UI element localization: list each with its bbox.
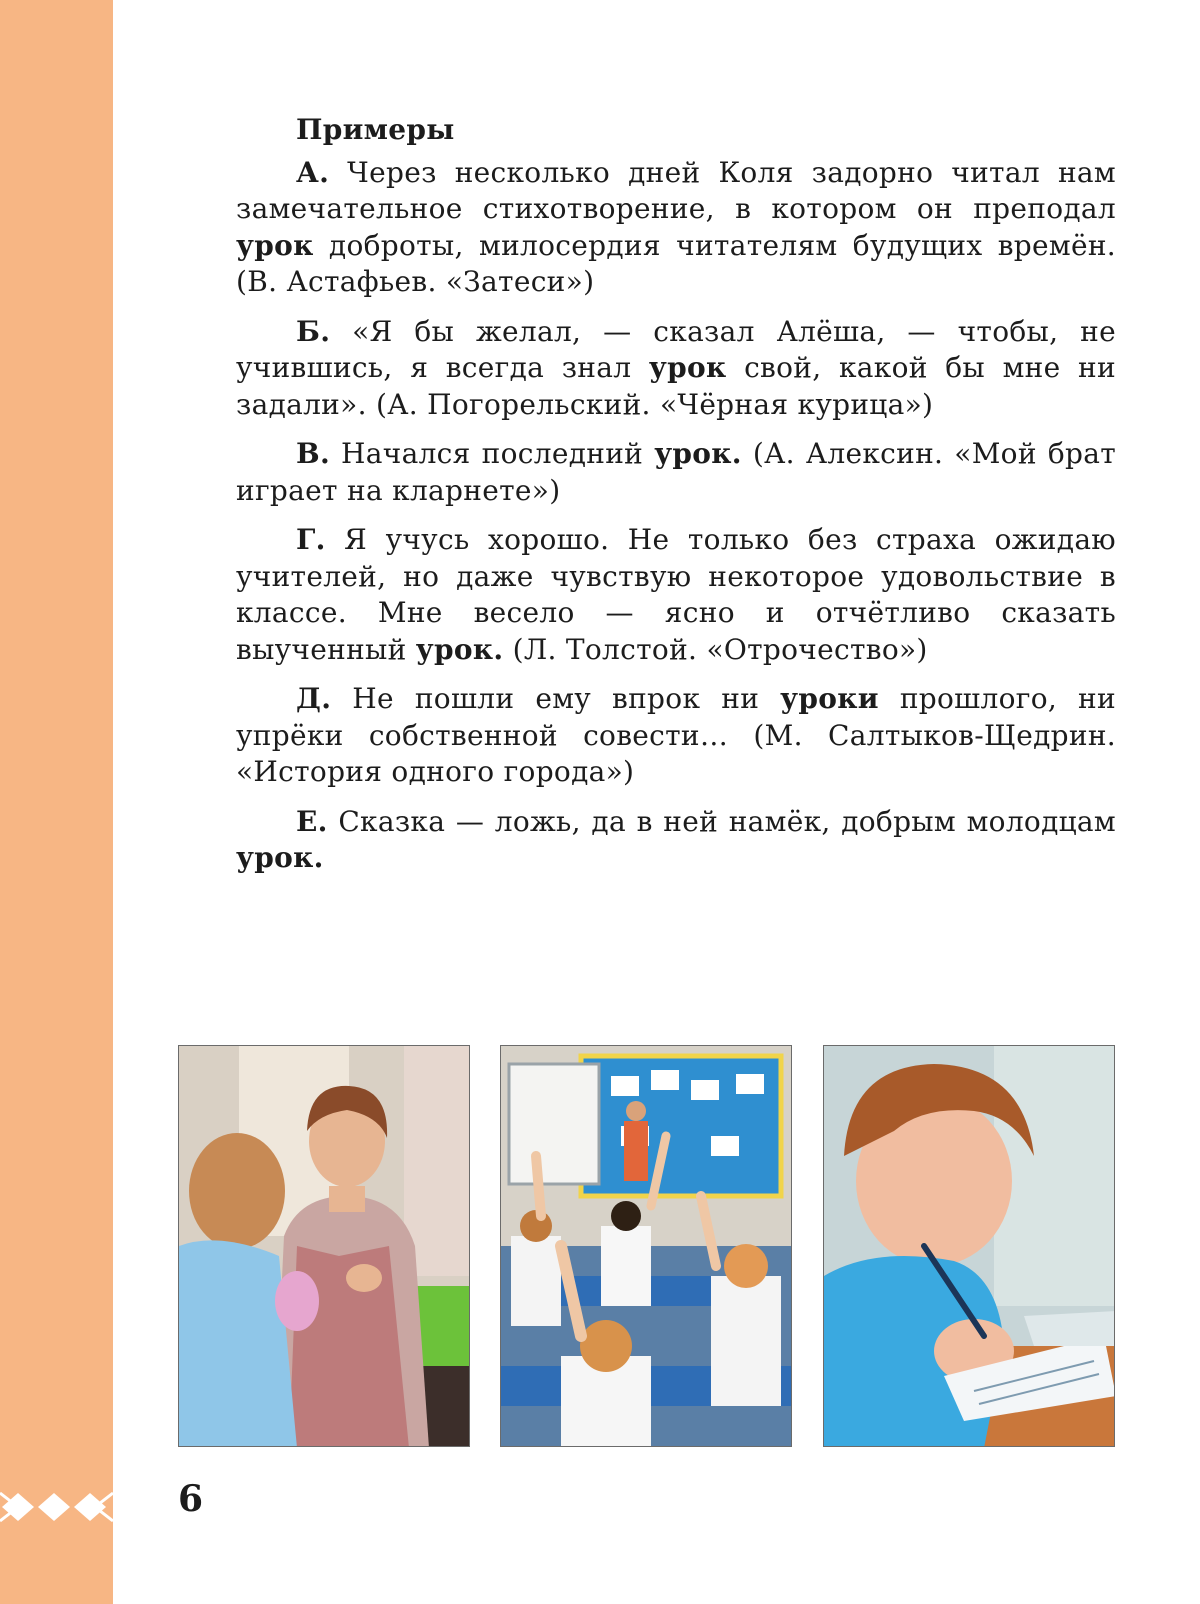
example-letter: Б. [296, 314, 331, 348]
zigzag-ornament-icon [0, 1487, 113, 1527]
photo-classroom [500, 1045, 792, 1447]
example-text: доброты, милосердия читателям будущих времён. (В. Астафьев. «Затеси») [236, 228, 1116, 298]
example-text: «Я бы желал, — сказал Алёша, — чтобы, не учившись, я всегда знал [236, 314, 1116, 384]
example-text: свой, какой бы мне ни задали». (А. Погорельский. «Чёрная курица») [236, 351, 1116, 421]
example-letter: Е. [296, 804, 328, 838]
side-color-strip [0, 0, 113, 1604]
example-a [236, 155, 1116, 301]
example-keyword: уроки [780, 682, 879, 715]
example-d [236, 681, 1116, 791]
boy-writing-illustration [824, 1046, 1115, 1447]
example-letter: А. [296, 155, 330, 189]
example-text: Сказка — ложь, да в ней намёк, добрым молодцам [327, 804, 1116, 838]
example-b [236, 314, 1116, 424]
example-v [236, 436, 1116, 509]
photo-boy-writing [823, 1045, 1115, 1447]
photo-teacher-with-child [178, 1045, 470, 1447]
example-text: прошлого, ни упрёки собственной совести… (М. Салтыков-Щедрин. «История одного города») [236, 682, 1116, 788]
example-letter: Д. [296, 682, 332, 715]
example-e [236, 804, 1116, 877]
example-letter: Г. [296, 523, 326, 556]
example-keyword: урок. [236, 841, 324, 874]
example-text: Не пошли ему впрок ни [331, 682, 781, 715]
classroom-illustration [501, 1046, 792, 1447]
example-text: Через несколько дней Коля задорно читал нам замечательное стихотворение, в котором он преподал [236, 155, 1116, 225]
example-g [236, 522, 1116, 668]
example-text: (А. Алексин. «Мой брат играет на кларнете») [236, 437, 1116, 507]
example-text: (Л. Толстой. «Отрочество») [503, 632, 928, 666]
example-keyword: урок. [654, 437, 742, 470]
example-keyword: урок [236, 228, 314, 262]
example-keyword: урок. [415, 632, 504, 666]
example-text: Я учусь хорошо. Не только без страха ожидаю учителей, но даже чувствую некоторое удовольствие в классе. Мне весело — ясно и отчётливо сказать выученный [236, 523, 1116, 666]
example-letter: В. [296, 437, 331, 470]
example-text: Начался последний [330, 437, 655, 470]
section-heading: Примеры [296, 113, 455, 146]
example-keyword: урок [648, 351, 727, 384]
page-number: 6 [178, 1478, 204, 1520]
examples-section [236, 112, 1116, 890]
teacher-child-illustration [179, 1046, 470, 1447]
